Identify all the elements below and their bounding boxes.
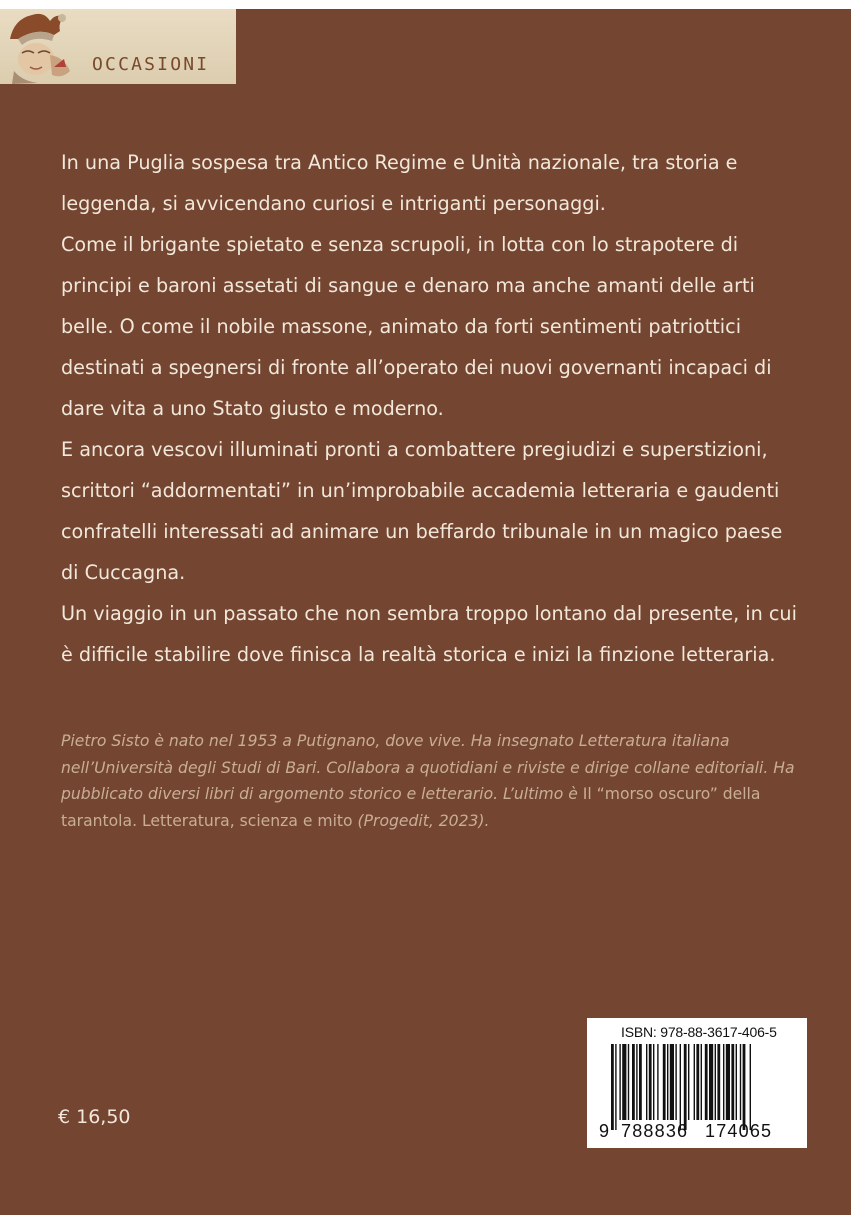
price: € 16,50 [58, 1106, 131, 1128]
barcode-bar [726, 1044, 730, 1120]
barcode-bar [675, 1044, 676, 1120]
barcode-bar [688, 1044, 689, 1120]
blurb-paragraph: Un viaggio in un passato che non sembra troppo lontano dal presente, in cui è difficile stabilire dove finisca la realtà storica e inizi la finzione letteraria. [61, 602, 797, 666]
bio-book-title: Il “morso oscuro” della tarantola. Letteratura, scienza e mito [61, 785, 761, 830]
barcode-bar [646, 1044, 647, 1120]
barcode-bar [622, 1044, 626, 1120]
barcode-bar [715, 1044, 716, 1120]
barcode-bar [731, 1044, 734, 1120]
author-bio-text [61, 728, 809, 834]
barcode-bar [632, 1044, 635, 1120]
barcode-digits-left: 788836 [621, 1121, 689, 1141]
author-bio [61, 728, 809, 834]
barcode-bar [705, 1044, 708, 1120]
back-cover [0, 9, 851, 1215]
barcode-bar [611, 1044, 614, 1130]
barcode-bar [657, 1044, 658, 1120]
barcode-bar [701, 1044, 702, 1120]
barcode-bar [619, 1044, 620, 1120]
barcode-bar [649, 1044, 652, 1120]
barcode-bar [750, 1044, 751, 1130]
barcode-bar [743, 1044, 746, 1130]
isbn-barcode [587, 1018, 807, 1148]
barcode-bar [639, 1044, 642, 1120]
isbn-label: ISBN: 978-88-3617-406-5 [621, 1024, 777, 1040]
barcode-bar [670, 1044, 674, 1120]
blurb [61, 142, 803, 675]
barcode-digit-first: 9 [599, 1121, 610, 1141]
barcode-bar [636, 1044, 637, 1120]
barcode-bar [680, 1044, 681, 1130]
barcode-bar [694, 1044, 695, 1120]
bio-text: Pietro Sisto è nato nel 1953 a Putignano, dove vive. Ha insegnato Letteratura italiana nell’Università degli Studi di Bari. Collabora a quotidiani e riviste e dirige collane editoriali. Ha pubblicato diversi libri di argomento storico e letterario. L’ultimo è [61, 732, 795, 803]
barcode-bar [663, 1044, 666, 1120]
series-label: OCCASIONI [92, 54, 210, 75]
barcode-bar [740, 1044, 741, 1120]
series-badge [0, 9, 236, 84]
barcode-bar [628, 1044, 629, 1120]
jester-portrait-icon [4, 9, 90, 84]
barcode-bar [684, 1044, 687, 1130]
bio-publisher: (Progedit, 2023). [352, 811, 490, 830]
barcode-bar [717, 1044, 720, 1120]
blurb-paragraph: In una Puglia sospesa tra Antico Regime e Unità nazionale, tra storia e leggenda, si avvicendano curiosi e intriganti personaggi. [61, 151, 738, 215]
barcode-bar [723, 1044, 724, 1120]
barcode-digits-right: 174065 [705, 1121, 773, 1141]
barcode-bar [653, 1044, 654, 1120]
barcode-bar [736, 1044, 737, 1120]
blurb-paragraph: Come il brigante spietato e senza scrupoli, in lotta con lo strapotere di principi e baroni assetati di sangue e denaro ma anche amanti delle arti belle. O come il nobile massone, animato da forti sentimenti patriottici destinati a spegnersi di fronte all’operato dei nuovi governanti incapaci di dare vita a uno Stato giusto e moderno. [61, 233, 772, 420]
barcode-bar [615, 1044, 616, 1130]
barcode-bar [667, 1044, 668, 1120]
barcode-bar [696, 1044, 699, 1120]
barcode-bar [709, 1044, 713, 1120]
barcode-bars [587, 1018, 807, 1148]
blurb-paragraph: E ancora vescovi illuminati pronti a combattere pregiudizi e superstizioni, scrittori “addormentati” in un’improbabile accademia letteraria e gaudenti confratelli interessati ad animare un beffardo tribunale in un magico paese di Cuccagna. [61, 438, 783, 584]
